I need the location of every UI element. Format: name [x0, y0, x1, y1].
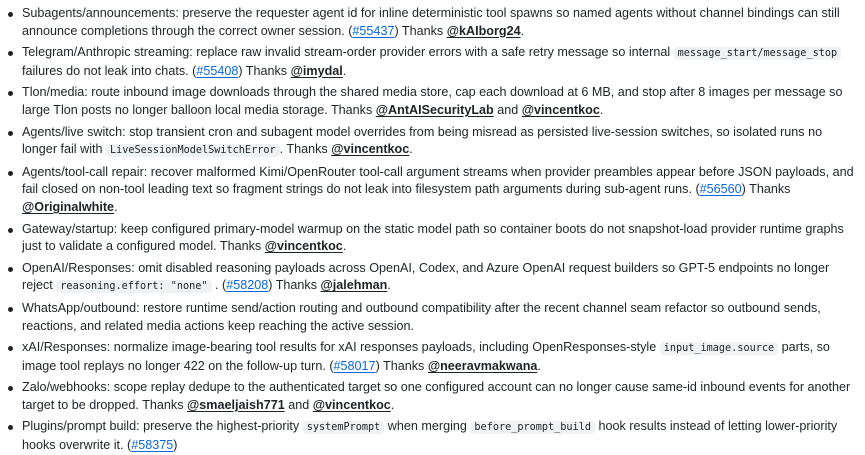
inline-code: systemPrompt [303, 421, 385, 434]
list-item: Agents/live switch: stop transient cron and subagent model overrides from being misread as persisted live-session switches, so isolated runs no longer fail with LiveSessionModelSwitchError . Thanks @vincentkoc. [22, 124, 865, 160]
user-link[interactable]: @AntAISecurityLab [375, 102, 494, 117]
pr-link[interactable]: #58017 [333, 358, 376, 373]
user-link[interactable]: @neeravmakwana [427, 358, 538, 373]
list-item: Subagents/announcements: preserve the requester agent id for inline deterministic tool spawns so named agents without channel bindings can still announce completions through the correct owner session. (#55437) Thanks @kAIborg24. [22, 5, 865, 40]
user-link[interactable]: @vincentkoc [331, 142, 410, 157]
list-item: OpenAI/Responses: omit disabled reasoning payloads across OpenAI, Codex, and Azure OpenAI request builders so GPT-5 endpoints no longer reject reasoning.effort: "none" . (#58208) Thanks @jalehman. [22, 260, 865, 296]
list-item: Agents/tool-call repair: recover malformed Kimi/OpenRouter tool-call argument streams when provider preambles appear before JSON payloads, and fail closed on non-tool leading text so fragment strings do not leak into filesystem path arguments during sub-agent runs. (#56560) Thanks @Originalwhite. [22, 164, 865, 217]
entry-text: Gateway/startup: keep configured primary-model warmup on the static model path so container boots do not snapshot-load provider runtime graphs just to validate a configured model. Thanks [22, 221, 844, 254]
pr-link[interactable]: #58375 [131, 438, 174, 453]
inline-code: LiveSessionModelSwitchError [106, 144, 280, 157]
inline-code: reasoning.effort: "none" [56, 280, 211, 293]
user-link[interactable]: @vincentkoc [312, 397, 391, 412]
list-item: Gateway/startup: keep configured primary-model warmup on the static model path so container boots do not snapshot-load provider runtime graphs just to validate a configured model. Thanks @vincentkoc. [22, 221, 865, 256]
changelog-list [0, 5, 865, 455]
entry-text: Telegram/Anthropic streaming: replace raw invalid stream-order provider errors with a safe retry message so internal [22, 45, 674, 60]
entry-text: Tlon/media: route inbound image downloads through the shared media store, cap each download at 6 MB, and stop after 8 images per message so large Tlon posts no longer balloon local media storage. Thanks [22, 85, 843, 117]
user-link[interactable]: @kAIborg24 [446, 23, 521, 38]
entry-text: Plugins/prompt build: preserve the highest-priority [22, 419, 303, 434]
inline-code: message_start/message_stop [674, 47, 841, 60]
entry-text: Agents/tool-call repair: recover malformed Kimi/OpenRouter tool-call argument streams when provider preambles appear before JSON payloads, and fail closed on non-tool leading text so fragment strings do not leak into filesystem path arguments during sub-agent runs. ( [22, 164, 854, 197]
pr-link[interactable]: #55437 [352, 23, 395, 38]
user-link[interactable]: @imydal [290, 63, 343, 78]
entry-text: Zalo/webhooks: scope replay dedupe to the authenticated target so one configured account can no longer cause same-id inbound events for another target to be dropped. Thanks [22, 380, 851, 412]
user-link[interactable]: @Originalwhite [22, 199, 115, 214]
inline-code: before_prompt_build [470, 421, 595, 434]
list-item: Zalo/webhooks: scope replay dedupe to the authenticated target so one configured account can no longer cause same-id inbound events for another target to be dropped. Thanks @smaeljaish771 and @vincentkoc. [22, 379, 865, 414]
user-link[interactable]: @jalehman [320, 278, 388, 293]
user-link[interactable]: @vincentkoc [521, 102, 600, 117]
user-link[interactable]: @vincentkoc [264, 239, 343, 254]
inline-code: input_image.source [660, 342, 778, 355]
pr-link[interactable]: #56560 [699, 182, 742, 197]
entry-text: xAI/Responses: normalize image-bearing tool results for xAI responses payloads, including OpenResponses-style [22, 340, 660, 355]
entry-text: Agents/live switch: stop transient cron and subagent model overrides from being misread as persisted live-session switches, so isolated runs no longer fail with [22, 124, 823, 157]
list-item [22, 300, 865, 335]
list-item: xAI/Responses: normalize image-bearing tool results for xAI responses payloads, including OpenResponses-style input_image.source parts, so image tool replays no longer 422 on the follow-up turn. (#58017) Thanks @neeravmakwana. [22, 339, 865, 375]
pr-link[interactable]: #55408 [196, 63, 239, 78]
pr-link[interactable]: #58208 [226, 278, 269, 293]
list-item: Telegram/Anthropic streaming: replace raw invalid stream-order provider errors with a safe retry message so internal message_start/message_stop failures do not leak into chats. (#55408) Thanks @imydal. [22, 44, 865, 80]
entry-text: OpenAI/Responses: omit disabled reasoning payloads across OpenAI, Codex, and Azure OpenAI request builders so GPT-5 endpoints no longer reject [22, 260, 830, 293]
entry-text: WhatsApp/outbound: restore runtime send/action routing and outbound compatibility after the recent channel seam refactor so outbound sends, reactions, and related media actions keep reaching the active session. [22, 300, 821, 333]
list-item: Tlon/media: route inbound image downloads through the shared media store, cap each download at 6 MB, and stop after 8 images per message so large Tlon posts no longer balloon local media storage. Thanks @AntAISecurityLab and @vincentkoc. [22, 84, 865, 119]
list-item: Plugins/prompt build: preserve the highest-priority systemPrompt when merging before_prompt_build hook results instead of letting lower-priority hooks overwrite it. (#58375) [22, 418, 865, 454]
entry-text: Subagents/announcements: preserve the requester agent id for inline deterministic tool spawns so named agents without channel bindings can still announce completions through the correct owner session. ( [22, 6, 840, 38]
user-link[interactable]: @smaeljaish771 [187, 397, 285, 412]
